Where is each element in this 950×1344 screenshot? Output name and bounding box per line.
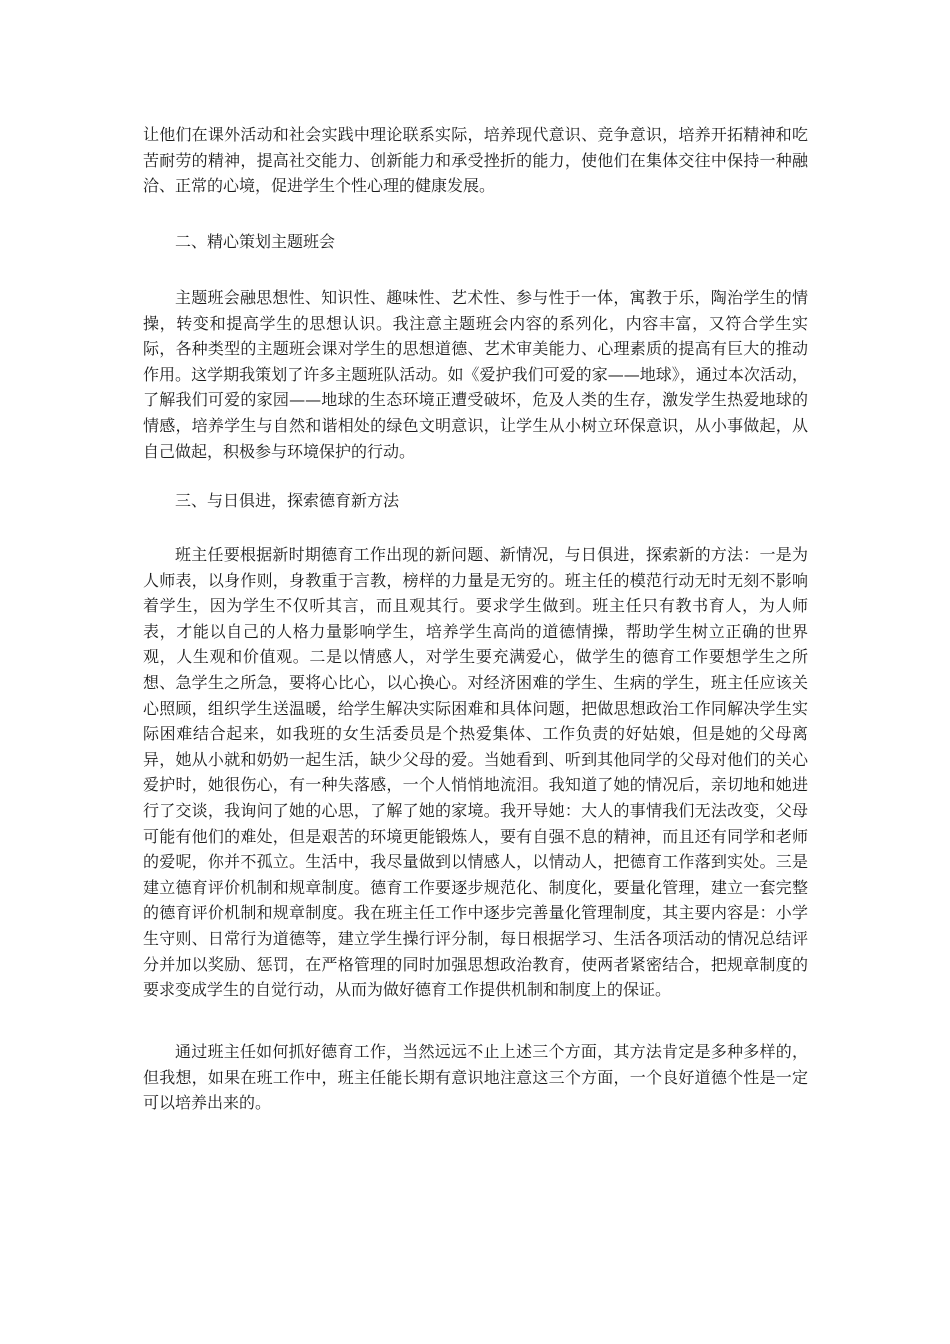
section-heading-2: 二、精心策划主题班会 [175,232,336,251]
section-heading-3: 三、与日俱进，探索德育新方法 [175,491,400,510]
section-3-paragraph: 班主任要根据新时期德育工作出现的新问题、新情况，与日俱进，探索新的方法：一是为人师表，以身作则，身教重于言教，榜样的力量是无穷的。班主任的模范行动无时无刻不影响着学生，因为学生不仅听其言，而且观其行。要求学生做到。班主任只有教书育人，为人师表，才能以自己的人格力量影响学生，培养学生高尚的道德情操，帮助学生树立正确的世界观，人生观和价值观。二是以情感人，对学生要充满爱心，做学生的德育工作要想学生之所想、急学生之所急，要将心比心，以心换心。对经济困难的学生、生病的学生，班主任应该关心照顾，组织学生送温暖，给学生解决实际困难和具体问题，把做思想政治工作同解决学生实际困难结合起来，如我班的女生活委员是个热爱集体、工作负责的好姑娘，但是她的父母离异，她从小就和奶奶一起生活，缺少父母的爱。当她看到、听到其他同学的父母对他们的关心爱护时，她很伤心，有一种失落感，一个人悄悄地流泪。我知道了她的情况后，亲切地和她进行了交谈，我询问了她的心思，了解了她的家境。我开导她：大人的事情我们无法改变，父母可能有他们的难处，但是艰苦的环境更能锻炼人，要有自强不息的精神，而且还有同学和老师的爱呢，你并不孤立。生活中，我尽量做到以情感人，以情动人，把德育工作落到实处。三是建立德育评价机制和规章制度。德育工作要逐步规范化、制度化，要量化管理，建立一套完整的德育评价机制和规章制度。我在班主任工作中逐步完善量化管理制度，其主要内容是：小学生守则、日常行为道德等，建立学生操行评分制，每日根据学习、生活各项活动的情况总结评分并加以奖励、惩罚，在严格管理的同时加强思想政治教育，使两者紧密结合，把规章制度的要求变成学生的自觉行动，从而为做好德育工作提供机制和制度上的保证。 [143,545,808,1000]
conclusion-paragraph: 通过班主任如何抓好德育工作，当然远远不止上述三个方面，其方法肯定是多种多样的，但我想，如果在班工作中，班主任能长期有意识地注意这三个方面，一个良好道德个性是一定可以培养出来的。 [143,1042,808,1113]
intro-paragraph: 让他们在课外活动和社会实践中理论联系实际，培养现代意识、竞争意识，培养开拓精神和吃苦耐劳的精神，提高社交能力、创新能力和承受挫折的能力，使他们在集体交往中保持一种融洽、正常的心境，促进学生个性心理的健康发展。 [143,125,808,196]
section-2-paragraph: 主题班会融思想性、知识性、趣味性、艺术性、参与性于一体，寓教于乐，陶治学生的情操，转变和提高学生的思想认识。我注意主题班会内容的系列化，内容丰富，又符合学生实际，各种类型的主题班会课对学生的思想道德、艺术审美能力、心理素质的提高有巨大的推动作用。这学期我策划了许多主题班队活动。如《爱护我们可爱的家——地球》，通过本次活动，了解我们可爱的家园——地球的生态环境正遭受破坏，危及人类的生存，激发学生热爱地球的情感，培养学生与自然和谐相处的绿色文明意识，让学生从小树立环保意识，从小事做起，从自己做起，积极参与环境保护的行动。 [143,288,808,461]
